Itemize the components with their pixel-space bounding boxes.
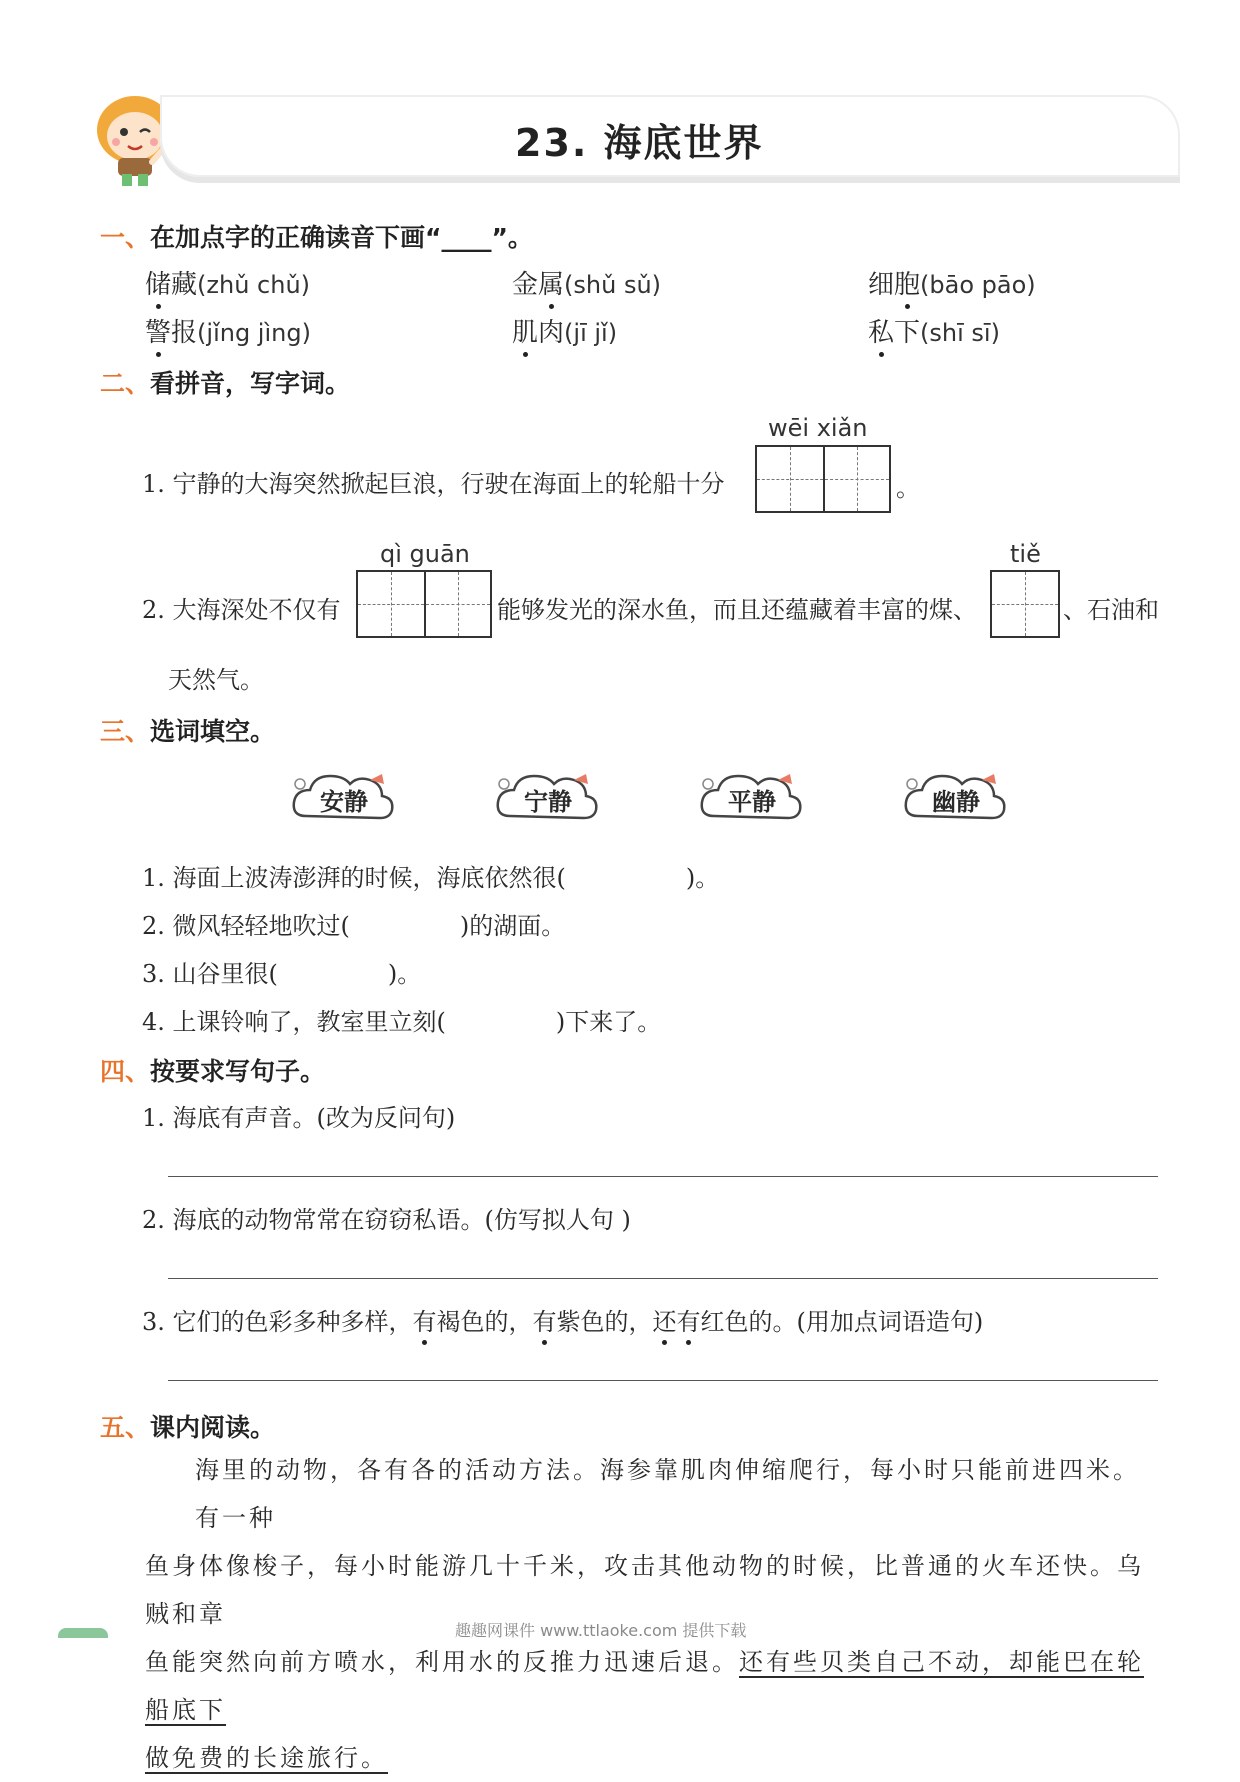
underlined-sentence: 做免费的长途旅行。	[145, 1744, 388, 1772]
section-number: 一、	[100, 223, 151, 252]
word-option: 幽静	[932, 787, 980, 816]
pronunciation-item: 警报(jǐng jìng)	[145, 312, 311, 349]
word-cloud	[696, 768, 808, 826]
pronunciation-item: 私下(shī sī)	[868, 312, 1000, 349]
section-title: 选词填空。	[150, 717, 276, 746]
answer-line[interactable]	[168, 1380, 1158, 1381]
section-title: 在加点字的正确读音下画“____”。	[150, 223, 533, 252]
pronunciation-item: 金属(shǔ sǔ)	[512, 264, 661, 301]
dotted-char: 警	[145, 312, 171, 349]
pinyin-options: (jī jǐ)	[564, 319, 618, 347]
passage-line: 鱼能突然向前方喷水，利用水的反推力迅速后退。还有些贝类自己不动，却能巴在轮船底下	[145, 1648, 1144, 1724]
pinyin-prompt: qì guān	[380, 540, 470, 568]
section-number: 三、	[100, 717, 151, 746]
passage-line	[145, 1734, 1165, 1782]
footer-watermark: 趣趣网课件 www.ttlaoke.com 提供下载	[455, 1621, 747, 1640]
pinyin-options: (jǐng jìng)	[197, 319, 311, 347]
pronunciation-item: 储藏(zhǔ chǔ)	[145, 264, 310, 301]
dotted-char: 还	[653, 1302, 677, 1337]
page-corner-tab	[58, 1628, 108, 1638]
pinyin-options: (bāo pāo)	[920, 271, 1036, 299]
answer-line[interactable]	[168, 1176, 1158, 1177]
section-title: 课内阅读。	[150, 1413, 276, 1442]
page-title: 23. 海底世界	[515, 121, 764, 165]
question-end: 。	[896, 474, 920, 502]
dotted-char: 有	[533, 1302, 557, 1337]
word-option: 宁静	[524, 787, 572, 816]
question-text: 、石油和	[1063, 596, 1159, 624]
pronunciation-item: 细胞(bāo pāo)	[868, 264, 1036, 301]
section-4-heading	[100, 1052, 325, 1088]
fill-question: 3. 山谷里很( )。	[142, 960, 422, 988]
question-text: 能够发光的深水鱼，而且还蕴藏着丰富的煤、	[497, 596, 977, 624]
question-text: 天然气。	[168, 666, 264, 694]
pinyin-options: (zhǔ chǔ)	[197, 271, 311, 299]
section-5-heading	[100, 1408, 275, 1444]
section-number: 四、	[100, 1057, 151, 1086]
dotted-char: 肌	[512, 312, 538, 349]
word-option: 平静	[728, 787, 776, 816]
word-cloud	[288, 768, 400, 826]
word-option: 安静	[320, 787, 368, 816]
section-1-heading	[100, 218, 533, 254]
underlined-sentence: 还有些贝类自己不动，却能巴在轮船底下	[145, 1648, 1144, 1724]
passage-line: 鱼身体像梭子，每小时能游几十千米，攻击其他动物的时候，比普通的火车还快。乌贼和章	[145, 1552, 1144, 1628]
pinyin-options: (shī sī)	[920, 319, 1000, 347]
writing-grid[interactable]	[990, 570, 1060, 638]
fill-question: 2. 微风轻轻地吹过( )的湖面。	[142, 912, 566, 940]
fill-question: 1. 海面上波涛澎湃的时候，海底依然很( )。	[142, 864, 720, 892]
pronunciation-item: 肌肉(jī jǐ)	[512, 312, 617, 349]
section-title: 按要求写句子。	[150, 1057, 326, 1086]
section-number: 五、	[100, 1413, 151, 1442]
writing-grid[interactable]	[356, 570, 492, 638]
sentence-question: 3. 它们的色彩多种多样，有褐色的，有紫色的，还有红色的。(用加点词语造句)	[142, 1302, 983, 1337]
section-number: 二、	[100, 369, 151, 398]
reading-passage	[145, 1446, 1165, 1782]
writing-grid[interactable]	[755, 445, 891, 513]
word-cloud	[492, 768, 604, 826]
pinyin-prompt: wēi xiǎn	[768, 414, 868, 442]
question-text: 1. 宁静的大海突然掀起巨浪，行驶在海面上的轮船十分	[142, 470, 725, 498]
dotted-char: 有	[677, 1302, 701, 1337]
sentence-question: 2. 海底的动物常常在窃窃私语。(仿写拟人句 )	[142, 1206, 631, 1234]
section-3-heading	[100, 712, 275, 748]
fill-question: 4. 上课铃响了，教室里立刻( )下来了。	[142, 1008, 662, 1036]
pinyin-options: (shǔ sǔ)	[564, 271, 662, 299]
dotted-char: 有	[413, 1302, 437, 1337]
section-2-heading	[100, 364, 350, 400]
word-cloud	[900, 768, 1012, 826]
dotted-char: 储	[145, 264, 171, 301]
question-text: 2. 大海深处不仅有	[142, 596, 341, 624]
dotted-char: 私	[868, 312, 894, 349]
dotted-char: 胞	[894, 264, 920, 301]
pinyin-prompt: tiě	[1010, 540, 1041, 568]
passage-line: 海里的动物，各有各的活动方法。海参靠肌肉伸缩爬行，每小时只能前进四米。有一种	[195, 1456, 1140, 1532]
answer-line[interactable]	[168, 1278, 1158, 1279]
sentence-question: 1. 海底有声音。(改为反问句)	[142, 1104, 456, 1132]
section-title: 看拼音，写字词。	[150, 369, 351, 398]
dotted-char: 属	[538, 264, 564, 301]
